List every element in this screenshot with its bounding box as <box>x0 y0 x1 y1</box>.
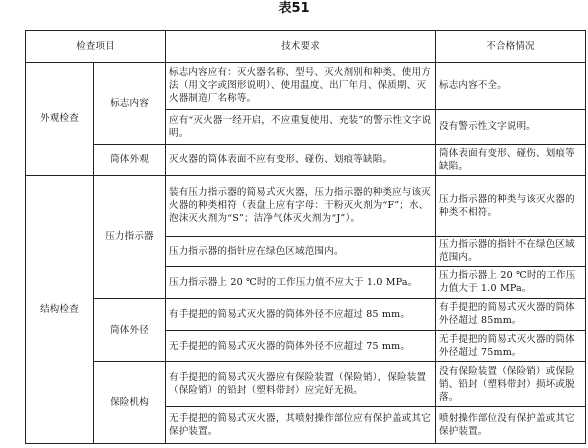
header-nonconformity: 不合格情况 <box>436 31 586 63</box>
table-row <box>26 362 586 407</box>
requirement-cell: 无手提把的简易式灭火器，其喷射操作部位应有保护盖或其它保护装置。 <box>166 407 436 444</box>
table-row <box>26 175 586 236</box>
header-inspection-item: 检查项目 <box>26 31 166 63</box>
table-row <box>26 299 586 331</box>
nonconformity-cell: 没有保险装置（保险销）或保险销、铅封（塑料带封）损坏或脱落。 <box>436 362 586 407</box>
header-row <box>26 31 586 63</box>
nonconformity-cell: 压力指示器上 20 ℃时的工作压力值大于 1.0 MPa。 <box>436 266 586 299</box>
group-structure: 结构检查 <box>26 175 94 443</box>
requirement-cell: 灭火器的筒体表面不应有变形、碰伤、划痕等缺陷。 <box>166 145 436 176</box>
sub-pressure-indicator: 压力指示器 <box>94 175 166 298</box>
requirement-cell: 有手提把的简易式灭火器应有保险装置（保险销），保险装置（保险销）的铅封（塑料带封）应完好无损。 <box>166 362 436 407</box>
nonconformity-cell: 无手提把的简易式灭火器的筒体外径超过 75mm。 <box>436 330 586 362</box>
table-title: 表51 <box>278 1 310 16</box>
sub-cylinder-appearance: 筒体外观 <box>94 145 166 176</box>
nonconformity-cell: 压力指示器的指针不在绿色区域范围内。 <box>436 236 586 266</box>
requirement-cell: 有手提把的简易式灭火器的筒体外径不应超过 85 mm。 <box>166 299 436 331</box>
nonconformity-cell: 标志内容不全。 <box>436 62 586 109</box>
requirement-cell: 压力指示器上 20 ℃时的工作压力值不应大于 1.0 MPa。 <box>166 266 436 299</box>
nonconformity-cell: 没有警示性文字说明。 <box>436 109 586 145</box>
nonconformity-cell: 压力指示器的种类与该灭火器的种类不相符。 <box>436 175 586 236</box>
nonconformity-cell: 喷射操作部位没有保护盖或其它保护装置。 <box>436 407 586 444</box>
requirement-cell: 应有“灭火器一经开启，不应重复使用、充装”的警示性文字说明。 <box>166 109 436 145</box>
table-row <box>26 145 586 176</box>
sub-marking-content: 标志内容 <box>94 62 166 145</box>
table-row <box>26 62 586 109</box>
requirement-cell: 无手提把的简易式灭火器的筒体外径不应超过 75 mm。 <box>166 330 436 362</box>
sub-safety-mechanism: 保险机构 <box>94 362 166 444</box>
nonconformity-cell: 有手提把的简易式灭火器的筒体外径超过 85mm。 <box>436 299 586 331</box>
requirement-cell: 标志内容应有：灭火器名称、型号、灭火剂别和种类、使用方法（用文字或图形说明）、使用温度、出厂年月、保质期、灭火器制造厂名称等。 <box>166 62 436 109</box>
group-appearance: 外观检查 <box>26 62 94 175</box>
sub-cylinder-diameter: 筒体外径 <box>94 299 166 362</box>
inspection-table <box>25 30 586 444</box>
requirement-cell: 压力指示器的指针应在绿色区域范围内。 <box>166 236 436 266</box>
header-technical-requirement: 技术要求 <box>166 31 436 63</box>
nonconformity-cell: 筒体表面有变形、碰伤、划痕等缺陷。 <box>436 145 586 176</box>
requirement-cell: 装有压力指示器的简易式灭火器，压力指示器的种类应与该灭火器的种类相符（表盘上应有字母：干粉灭火剂为“F”；水、泡沫灭火剂为“S”；洁净气体灭火剂为“J”）。 <box>166 175 436 236</box>
